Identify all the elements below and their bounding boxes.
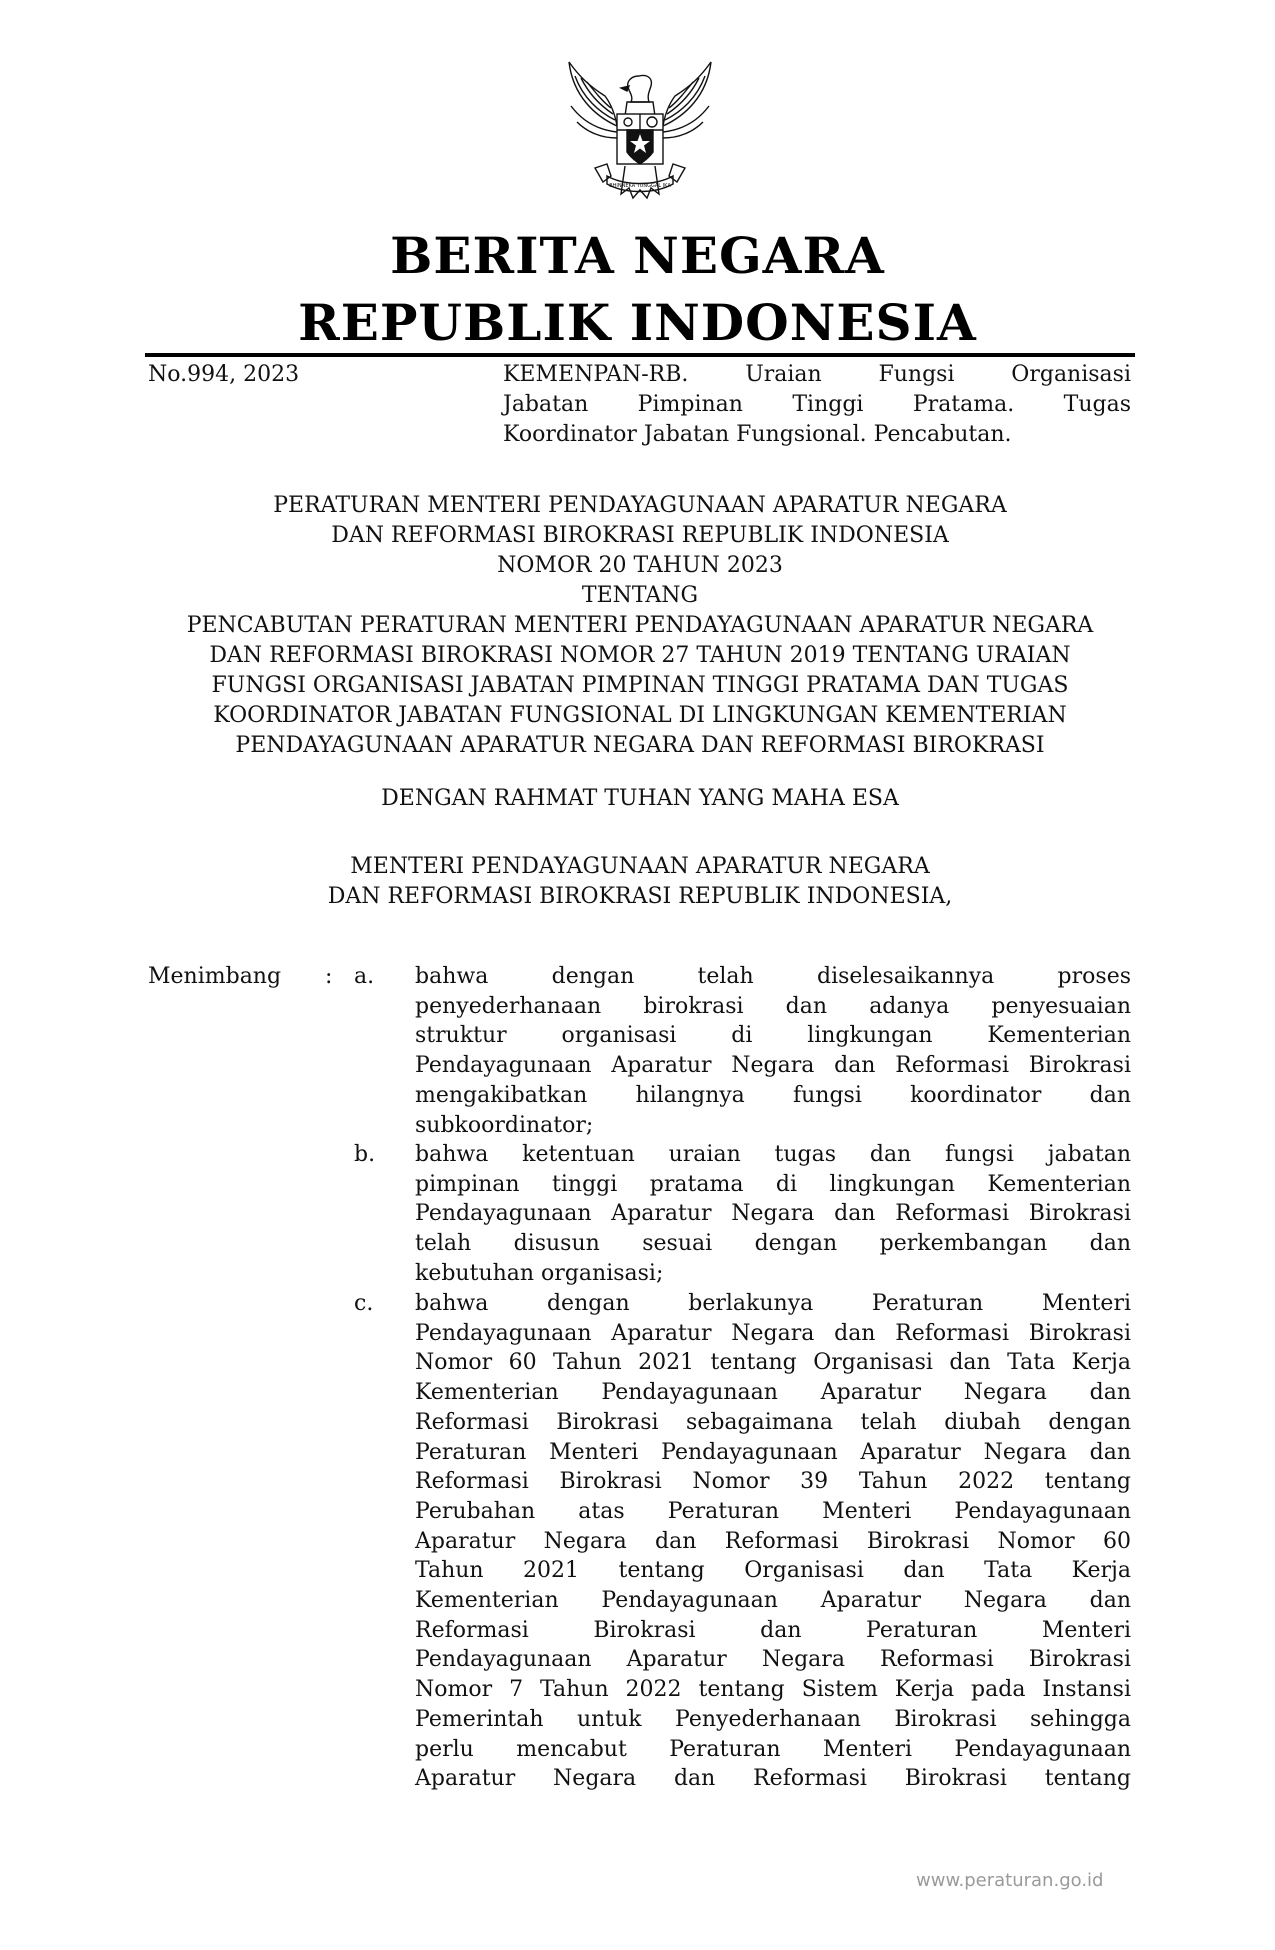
item-line: bahwa ketentuan uraian tugas dan fungsi jabatan xyxy=(415,1142,1131,1167)
item-line: Aparatur Negara dan Reformasi Birokrasi Nomor 60 xyxy=(415,1528,1131,1554)
considerations-label: Menimbang xyxy=(148,964,282,989)
regulation-title xyxy=(130,491,1150,761)
item-line: pimpinan tinggi pratama di lingkungan Kementerian xyxy=(415,1171,1131,1197)
item-line: Nomor 7 Tahun 2022 tentang Sistem Kerja pada Instansi xyxy=(415,1677,1131,1703)
masthead-subtitle: REPUBLIK INDONESIA xyxy=(298,293,977,352)
item-line: Pendayagunaan Aparatur Negara dan Reformasi Birokrasi xyxy=(415,1053,1131,1079)
authority-line: DAN REFORMASI BIROKRASI REPUBLIK INDONESIA, xyxy=(327,884,953,909)
item-line: telah disusun sesuai dengan perkembangan dan xyxy=(415,1231,1131,1257)
title-line: PENDAYAGUNAAN APARATUR NEGARA DAN REFORMASI BIROKRASI xyxy=(235,733,1045,758)
item-line: subkoordinator; xyxy=(415,1112,594,1138)
item-line: Pendayagunaan Aparatur Negara Reformasi Birokrasi xyxy=(415,1647,1131,1673)
item-line: Kementerian Pendayagunaan Aparatur Negara dan xyxy=(415,1380,1131,1406)
gazette-number: No.994, 2023 xyxy=(148,362,300,387)
authority-line: MENTERI PENDAYAGUNAAN APARATUR NEGARA xyxy=(350,854,930,879)
item-line: Perubahan atas Peraturan Menteri Pendayagunaan xyxy=(415,1498,1131,1524)
item-line: Aparatur Negara dan Reformasi Birokrasi tentang xyxy=(415,1766,1131,1792)
item-line: bahwa dengan telah diselesaikannya proses xyxy=(415,964,1131,989)
item-line: Reformasi Birokrasi dan Peraturan Menteri xyxy=(415,1617,1131,1643)
summary-line: KEMENPAN-RB. Uraian Fungsi Organisasi xyxy=(503,362,1131,387)
item-line: mengakibatkan hilangnya fungsi koordinator dan xyxy=(415,1082,1131,1108)
item-line: Reformasi Birokrasi sebagaimana telah diubah dengan xyxy=(415,1409,1131,1435)
item-line: Peraturan Menteri Pendayagunaan Aparatur Negara dan xyxy=(415,1439,1131,1465)
item-line: Pemerintah untuk Penyederhanaan Birokrasi sehingga xyxy=(415,1706,1131,1732)
consideration-item-a xyxy=(415,962,1131,1140)
summary-line: Koordinator Jabatan Fungsional. Pencabutan. xyxy=(503,422,1012,447)
item-line: Pendayagunaan Aparatur Negara dan Reformasi Birokrasi xyxy=(415,1201,1131,1227)
consideration-item-b xyxy=(415,1140,1131,1289)
title-line: PENCABUTAN PERATURAN MENTERI PENDAYAGUNAAN APARATUR NEGARA xyxy=(186,613,1094,638)
garuda-emblem-icon xyxy=(555,56,725,206)
gazette-summary xyxy=(503,360,1131,450)
title-line: KOORDINATOR JABATAN FUNGSIONAL DI LINGKUNGAN KEMENTERIAN xyxy=(213,703,1067,728)
item-line: perlu mencabut Peraturan Menteri Pendayagunaan xyxy=(415,1736,1131,1762)
authority xyxy=(130,852,1150,912)
item-line: bahwa dengan berlakunya Peraturan Menteri xyxy=(415,1291,1131,1316)
item-letter-c: c. xyxy=(354,1291,374,1316)
title-line: TENTANG xyxy=(581,583,699,608)
title-line: DAN REFORMASI BIROKRASI NOMOR 27 TAHUN 2019 TENTANG URAIAN xyxy=(209,643,1071,668)
item-line: penyederhanaan birokrasi dan adanya penyesuaian xyxy=(415,993,1131,1019)
item-letter-b: b. xyxy=(354,1142,376,1167)
item-line: kebutuhan organisasi; xyxy=(415,1260,664,1286)
invocation-text: DENGAN RAHMAT TUHAN YANG MAHA ESA xyxy=(381,786,899,811)
masthead-divider xyxy=(145,353,1135,357)
item-letter-a: a. xyxy=(354,964,375,989)
item-line: Reformasi Birokrasi Nomor 39 Tahun 2022 tentang xyxy=(415,1469,1131,1495)
item-line: struktur organisasi di lingkungan Kementerian xyxy=(415,1023,1131,1049)
invocation xyxy=(130,784,1150,814)
summary-line: Jabatan Pimpinan Tinggi Pratama. Tugas xyxy=(503,392,1131,417)
source-watermark-link[interactable]: www.peraturan.go.id xyxy=(916,1870,1104,1891)
item-line: Pendayagunaan Aparatur Negara dan Reformasi Birokrasi xyxy=(415,1320,1131,1346)
item-line: Kementerian Pendayagunaan Aparatur Negara dan xyxy=(415,1588,1131,1614)
consideration-item-c xyxy=(415,1289,1131,1794)
considerations-colon: : xyxy=(325,964,333,989)
masthead-title: BERITA NEGARA xyxy=(390,226,885,285)
item-line: Tahun 2021 tentang Organisasi dan Tata Kerja xyxy=(415,1558,1131,1584)
title-line: DAN REFORMASI BIROKRASI REPUBLIK INDONESIA xyxy=(331,523,949,548)
title-line: NOMOR 20 TAHUN 2023 xyxy=(497,553,783,578)
title-line: FUNGSI ORGANISASI JABATAN PIMPINAN TINGGI PRATAMA DAN TUGAS xyxy=(211,673,1069,698)
item-line: Nomor 60 Tahun 2021 tentang Organisasi dan Tata Kerja xyxy=(415,1350,1131,1376)
emblem-motto: BHINNEKA TUNGGAL IKA xyxy=(609,183,671,189)
title-line: PERATURAN MENTERI PENDAYAGUNAAN APARATUR NEGARA xyxy=(273,493,1007,518)
